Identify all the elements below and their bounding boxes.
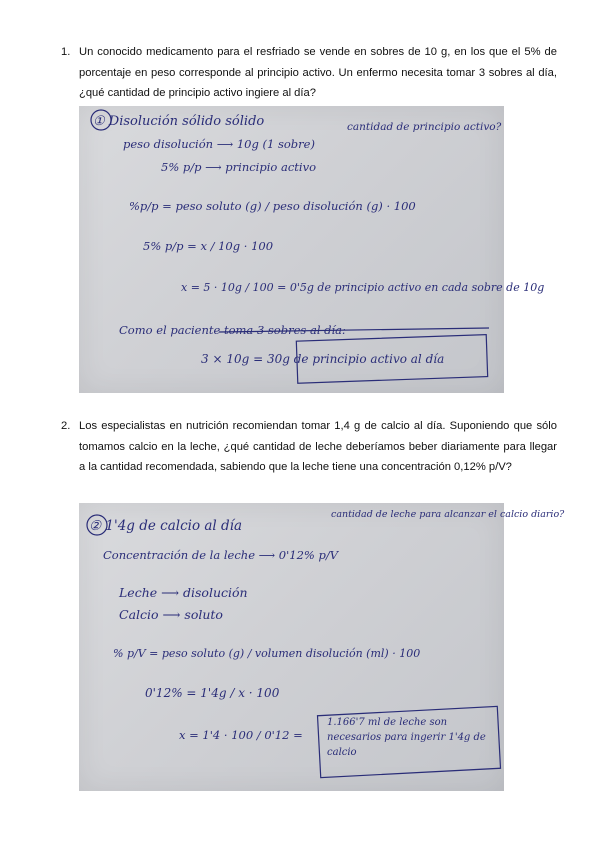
problem-1-statement: Un conocido medicamento para el resfriado se vende en sobres de 10 g, en los que el 5% de porcentaje en peso corresponde al principio activo. Un enfermo necesita tomar 3 sobres al día, ¿qué cantidad de principio activo ingiere al día? (79, 46, 557, 99)
problem-2-number: 2. (61, 420, 71, 432)
photo2-line-1: ② 1'4g de calcio al día (89, 518, 243, 534)
problem-2 (61, 416, 557, 478)
photo1-line-5: %p/p = peso soluto (g) / peso disolución (g) · 100 (129, 199, 416, 213)
photo1-line-2: peso disolución ⟶ 10g (1 sobre) (123, 137, 315, 151)
photo1-line-9: 3 × 10g = 30g de principio activo al día (201, 352, 445, 366)
photo1-line-3: cantidad de principio activo? (347, 121, 502, 133)
problem-1-number: 1. (61, 46, 71, 58)
photo2-line-2: cantidad de leche para alcanzar el calcio diario? (331, 509, 565, 520)
photo2-line-4: Leche ⟶ disolución (119, 585, 248, 600)
photo1-line-4: 5% p/p ⟶ principio activo (161, 160, 316, 174)
photo2-line-5: Calcio ⟶ soluto (119, 607, 223, 622)
photo1-line-1: ① Disolución sólido sólido (93, 114, 265, 129)
photo1-line-7: x = 5 · 10g / 100 = 0'5g de principio activo en cada sobre de 10g (181, 281, 545, 294)
photo2-line-6: % p/V = peso soluto (g) / volumen disolución (ml) · 100 (113, 647, 421, 660)
handwritten-solution-photo-2 (79, 503, 565, 791)
photo2-line-7: 0'12% = 1'4g / x · 100 (145, 686, 280, 700)
photo2-line-8: x = 1'4 · 100 / 0'12 = (179, 728, 303, 742)
photo2-line-9: 1.166'7 ml de leche son necesarios para ingerir 1'4g de calcio (327, 717, 486, 758)
problem-1 (61, 42, 557, 104)
handwritten-solution-photo-1 (79, 106, 545, 393)
photo1-line-8: Como el paciente toma 3 sobres al día: (119, 323, 346, 337)
photo1-line-6: 5% p/p = x / 10g · 100 (143, 239, 274, 253)
photo2-line-3: Concentración de la leche ⟶ 0'12% p/V (103, 548, 339, 562)
problem-2-statement: Los especialistas en nutrición recomiendan tomar 1,4 g de calcio al día. Suponiendo que sólo tomamos calcio en la leche, ¿qué cantidad de leche deberíamos beber diariamente para llegar a la cantidad recomendada, sabiendo que la leche tiene una concentración 0,12% p/V? (79, 420, 557, 473)
